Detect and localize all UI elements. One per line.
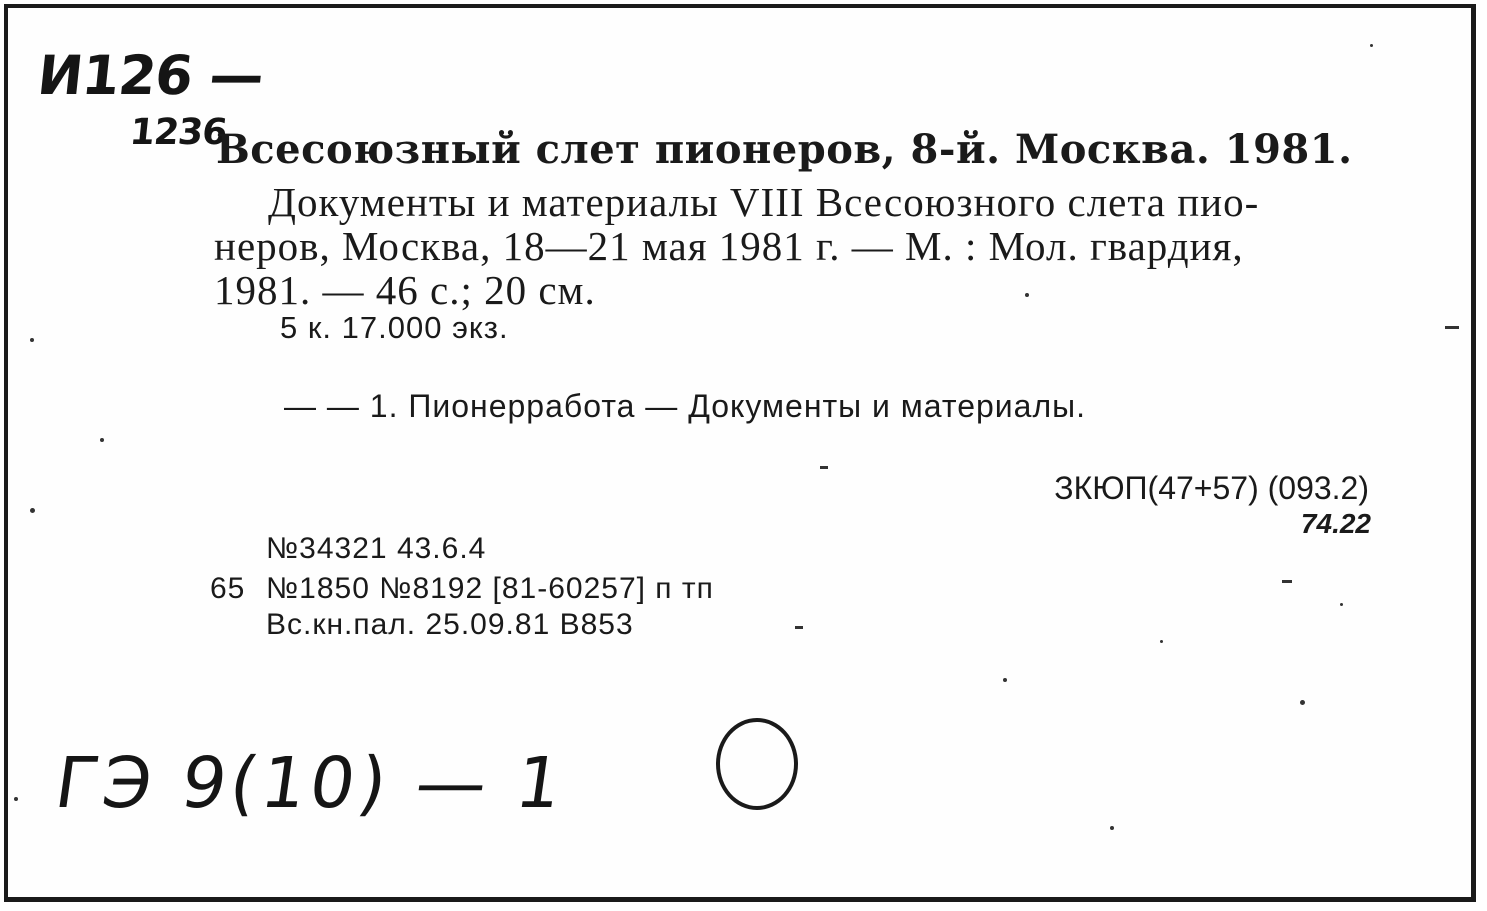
speck xyxy=(1160,640,1163,643)
classification-code: 74.22 xyxy=(1300,508,1371,539)
speck xyxy=(100,438,104,442)
stamp-prefix: 65 xyxy=(210,572,246,605)
price-run: 5 к. 17.000 экз. xyxy=(280,310,509,345)
speck xyxy=(14,797,18,801)
handwritten-call-number: ГЭ 9(10) — 1 xyxy=(50,742,571,824)
speck xyxy=(1370,44,1373,47)
chamber-stamp: Вс.кн.пал. 25.09.81 В853 xyxy=(266,608,634,641)
speck xyxy=(30,338,34,342)
speck xyxy=(1282,580,1292,583)
speck xyxy=(1003,678,1007,682)
speck xyxy=(30,508,35,513)
speck xyxy=(1340,603,1343,606)
entry-heading: Всесоюзный слет пионеров, 8-й. Москва. 1981. xyxy=(216,126,1353,173)
registration-number: №34321 43.6.4 xyxy=(266,532,487,565)
speck xyxy=(1110,826,1114,830)
speck xyxy=(1025,293,1029,297)
classification-index: ЗКЮП(47+57) (093.2) xyxy=(1054,470,1369,506)
speck xyxy=(795,626,803,629)
description-line: Документы и материалы VIII Всесоюзного слета пио- xyxy=(268,179,1260,225)
subject-heading: — — 1. Пионерработа — Документы и материалы. xyxy=(284,388,1087,424)
speck xyxy=(820,466,828,469)
stamp-numbers: №1850 №8192 [81-60257] п тп xyxy=(266,572,714,605)
handwritten-shelfmark: И126 — xyxy=(34,44,267,107)
description-line: 1981. — 46 с.; 20 см. xyxy=(214,267,596,313)
handwritten-shelfmark-number: 1236 xyxy=(127,112,229,153)
description-line: неров, Москва, 18—21 мая 1981 г. — М. : Мол. гвардия, xyxy=(214,223,1244,269)
speck xyxy=(1300,700,1305,705)
speck xyxy=(1445,326,1459,329)
punch-hole xyxy=(716,718,798,810)
